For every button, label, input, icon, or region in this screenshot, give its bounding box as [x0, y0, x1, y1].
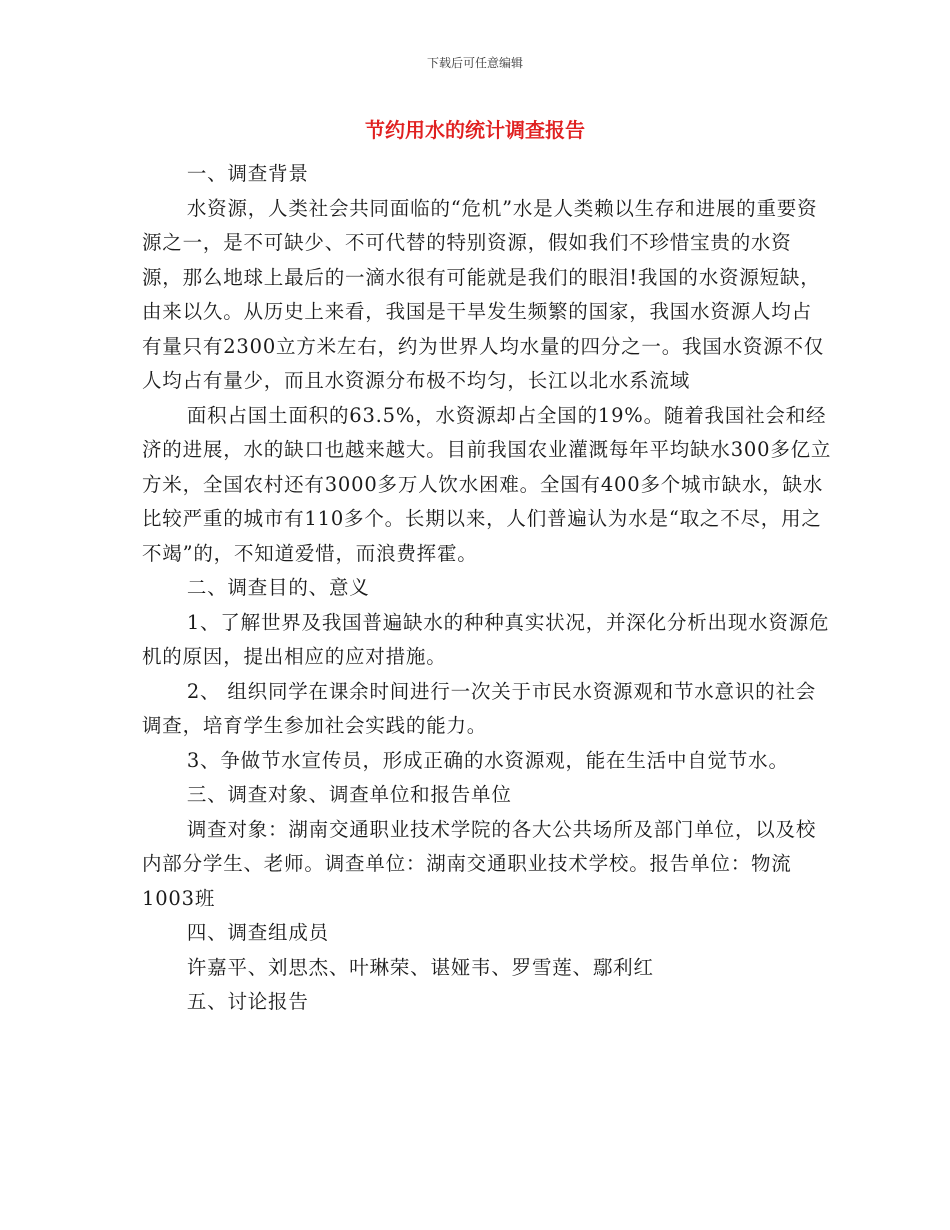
- purpose-item-1: 1、了解世界及我国普遍缺水的种种真实状况，并深化分析出现水资源危机的原因，提出相应的应对措施。: [142, 610, 830, 668]
- header-note: 下载后可任意编辑: [426, 56, 523, 70]
- purpose-item-3: 3、争做节水宣传员，形成正确的水资源观，能在生活中自觉节水。: [186, 748, 789, 772]
- paragraph-subjects: 调查对象：湖南交通职业技术学院的各大公共场所及部门单位，以及校内部分学生、老师。调查单位：湖南交通职业技术学校。报告单位：物流1003班: [142, 817, 817, 910]
- members-list: 许嘉平、刘思杰、叶琳荣、谌娅韦、罗雪莲、鄢利红: [186, 955, 654, 979]
- purpose-item-2: 2、 组织同学在课余时间进行一次关于市民水资源观和节水意识的社会调查，培育学生参加社会实践的能力。: [142, 679, 817, 737]
- section-heading-purpose: 二、调查目的、意义: [186, 576, 370, 599]
- section-heading-background: 一、调查背景: [186, 162, 309, 185]
- section-heading-report: 五、讨论报告: [186, 990, 309, 1013]
- document-body: [142, 157, 832, 1020]
- section-heading-subjects: 三、调查对象、调查单位和报告单位: [186, 783, 512, 806]
- document-title: 节约用水的统计调查报告: [365, 118, 585, 142]
- paragraph-background-2: 面积占国土面积的63.5%，水资源却占全国的19%。随着我国社会和经济的进展，水的缺口也越来越大。目前我国农业灌溉每年平均缺水300多亿立方米，全国农村还有3000多万人饮水困难。全国有400多个城市缺水，缺水比较严重的城市有110多个。长期以来，人们普遍认为水是“取之不尽，用之不竭”的，不知道爱惜，而浪费挥霍。: [142, 403, 832, 565]
- section-heading-members: 四、调查组成员: [186, 921, 329, 944]
- paragraph-background-1: 水资源，人类社会共同面临的“危机”水是人类赖以生存和进展的重要资源之一，是不可缺少、不可代替的特别资源，假如我们不珍惜宝贵的水资源，那么地球上最后的一滴水很有可能就是我们的眼泪!我国的水资源短缺，由来以久。从历史上来看，我国是干旱发生频繁的国家，我国水资源人均占有量只有2300立方米左右，约为世界人均水量的四分之一。我国水资源不仅人均占有量少，而且水资源分布极不均匀，长江以北水系流域: [142, 196, 825, 392]
